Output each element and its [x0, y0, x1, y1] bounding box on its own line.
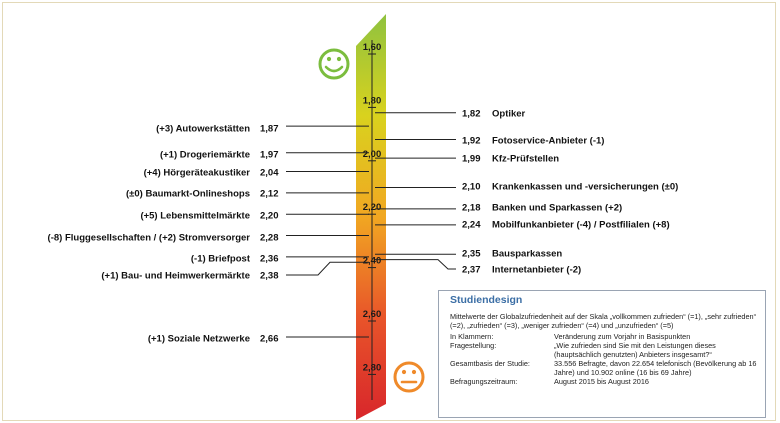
data-category-label: (+1) Drogeriemärkte [159, 149, 250, 161]
data-value-label: 2,38 [260, 270, 279, 282]
study-row [450, 359, 757, 377]
data-category-label: Banken und Sparkassen (+2) [492, 202, 623, 214]
data-value-label: 2,10 [462, 181, 481, 193]
data-category-label: (+1) Soziale Netzwerke [147, 333, 250, 345]
data-value-label: 2,66 [260, 333, 279, 345]
tick-label: 2,40 [362, 255, 382, 267]
data-value-label: 2,04 [260, 167, 279, 179]
data-value-label: 1,99 [462, 153, 481, 165]
data-category-label: (+3) Autowerkstätten [156, 123, 250, 135]
gradient-scale-bar [356, 14, 386, 420]
data-category-label: Krankenkassen und -versicherungen (±0) [492, 181, 679, 193]
data-value-label: 2,18 [462, 202, 481, 214]
study-row-value: „Wie zufrieden sind Sie mit den Leistungen dieses (hauptsächlich genutzten) Anbieters insgesamt?“ [554, 341, 716, 360]
neutral-face-icon [395, 363, 423, 391]
data-value-label: 1,97 [260, 149, 279, 161]
study-row [450, 332, 757, 341]
study-row [450, 377, 757, 386]
data-category-label: Fotoservice-Anbieter (-1) [492, 135, 605, 147]
data-category-label: (+1) Bau- und Heimwerkermärkte [101, 270, 250, 282]
data-category-label: (+4) Hörgeräteakustiker [143, 167, 250, 179]
data-value-label: 2,20 [260, 210, 279, 222]
study-row-key: Fragestellung: [450, 341, 497, 351]
tick-label: 1,60 [362, 42, 382, 53]
study-design-box [438, 290, 766, 418]
study-design-title: Studiendesign [450, 294, 523, 306]
tick-label: 2,80 [362, 362, 382, 374]
study-row [450, 341, 757, 359]
study-row-key: Befragungszeitraum: [450, 377, 518, 387]
data-category-label: Optiker [492, 108, 526, 120]
data-leader-line [375, 260, 456, 269]
study-description: Mittelwerte der Globalzufriedenheit auf der Skala „vollkommen zufrieden“ (=1), „sehr zufrieden“ (=2), „zufrieden“ (=3), „weniger zufrieden“ (=4) und „unzufrieden“ (=5) [450, 312, 756, 331]
data-value-label: 1,92 [462, 135, 481, 147]
data-category-label: Mobilfunkanbieter (-4) / Postfilialen (+8) [492, 219, 670, 231]
study-row-key: In Klammern: [450, 332, 494, 342]
data-category-label: Bausparkassen [492, 248, 563, 260]
data-value-label: 2,36 [260, 253, 279, 265]
data-category-label: (-1) Briefpost [190, 253, 250, 265]
tick-label: 2,60 [362, 309, 382, 320]
data-category-label: (±0) Baumarkt-Onlineshops [126, 188, 250, 200]
happy-face-icon [320, 50, 348, 78]
data-value-label: 2,12 [260, 188, 279, 200]
data-value-label: 2,37 [462, 264, 481, 276]
data-category-label: (+5) Lebensmittelmärkte [140, 210, 250, 222]
study-row-value: 33.556 Befragte, davon 22.654 telefonisch (Bevölkerung ab 16 Jahre) und 10.902 online (16 bis 69 Jahre) [554, 359, 757, 378]
data-value-label: 1,82 [462, 108, 481, 120]
tick-label: 2,00 [362, 148, 382, 160]
data-value-label: 2,35 [462, 248, 481, 260]
tick-label: 2,20 [362, 202, 382, 214]
data-category-label: Kfz-Prüfstellen [492, 153, 560, 165]
data-value-label: 2,28 [260, 232, 279, 244]
study-row-value: August 2015 bis August 2016 [554, 377, 649, 387]
data-category-label: (-8) Fluggesellschaften / (+2) Stromversorger [47, 232, 250, 244]
study-row-value: Veränderung zum Vorjahr in Basispunkten [554, 332, 691, 342]
tick-label: 1,80 [362, 95, 382, 107]
data-category-label: Internetanbieter (-2) [492, 264, 582, 276]
study-row-key: Gesamtbasis der Studie: [450, 359, 530, 369]
data-value-label: 1,87 [260, 123, 279, 135]
data-value-label: 2,24 [462, 219, 481, 231]
